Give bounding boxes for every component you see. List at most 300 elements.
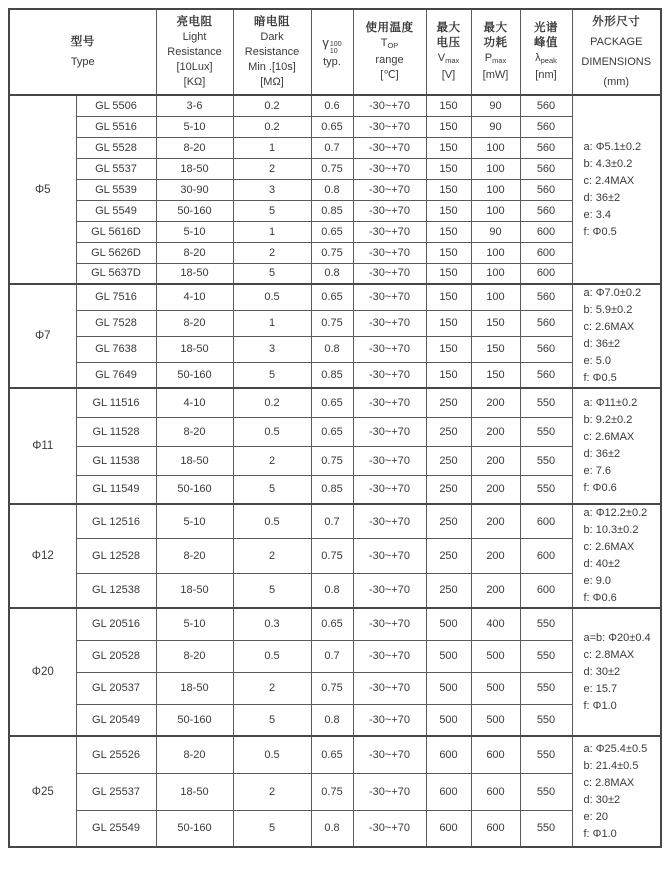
value-cell: 3-6 [156,95,233,116]
value-cell: 50-160 [156,362,233,388]
dimension-line: c: 2.8MAX [583,648,635,661]
dimension-line: d: 36±2 [583,448,621,460]
value-cell: 560 [520,137,572,158]
value-cell: -30~+70 [353,310,426,336]
dimension-line: a: Φ25.4±0.5 [583,742,648,755]
table-row [9,475,661,504]
dimension-line: a: Φ12.2±0.2 [583,507,648,519]
value-cell: 0.7 [311,640,353,672]
value-cell: 560 [520,362,572,388]
value-cell: 150 [426,116,471,137]
package-dimensions-cell [572,95,661,284]
model-cell: GL 5637D [76,263,156,284]
group-Φ25 [9,736,661,847]
value-cell: 0.8 [311,179,353,200]
table-row [9,362,661,388]
table-row [9,810,661,847]
value-cell: 0.85 [311,200,353,221]
table-row [9,446,661,475]
model-cell: GL 25537 [76,773,156,810]
value-cell: 3 [233,336,311,362]
group-Φ11 [9,388,661,504]
value-cell: -30~+70 [353,116,426,137]
value-cell: 500 [471,672,520,704]
value-cell: 1 [233,137,311,158]
dimension-line: e: 9.0 [583,575,612,587]
value-cell: 2 [233,539,311,574]
value-cell: -30~+70 [353,640,426,672]
group-label: Φ5 [9,95,76,284]
value-cell: 600 [426,736,471,773]
col-header-light-resistance: 亮电阻 Light Resistance [10Lux] [KΩ] [156,9,233,95]
value-cell: 5 [233,810,311,847]
value-cell: 0.65 [311,608,353,640]
table-row [9,417,661,446]
col-header-vmax: 最大 电压 $V_{max}$ [V] [426,9,471,95]
value-cell: -30~+70 [353,284,426,310]
value-cell: 0.5 [233,504,311,539]
value-cell: -30~+70 [353,475,426,504]
value-cell: 200 [471,573,520,608]
model-cell: GL 5537 [76,158,156,179]
dimension-line: d: 36±2 [583,191,621,204]
value-cell: 8-20 [156,736,233,773]
dimension-line: f: Φ1.0 [583,699,617,712]
value-cell: 200 [471,539,520,574]
gamma-fraction: 100 10 [329,40,342,55]
col-header-dark-resistance: 暗电阻 Dark Resistance Min .[10s] [MΩ] [233,9,311,95]
value-cell: 500 [426,704,471,736]
table-row [9,158,661,179]
value-cell: 4-10 [156,284,233,310]
table-row [9,284,661,310]
dimension-line: b: 10.3±0.2 [583,524,639,536]
package-dimensions-cell [572,736,661,847]
value-cell: 250 [426,475,471,504]
dimension-line: d: 40±2 [583,558,621,570]
value-cell: 600 [426,773,471,810]
value-cell: -30~+70 [353,704,426,736]
value-cell: -30~+70 [353,242,426,263]
value-cell: 90 [471,116,520,137]
value-cell: 5 [233,573,311,608]
value-cell: 0.65 [311,116,353,137]
value-cell: 8-20 [156,640,233,672]
value-cell: 100 [471,137,520,158]
value-cell: 150 [426,179,471,200]
value-cell: 0.5 [233,417,311,446]
value-cell: 250 [426,446,471,475]
value-cell: 550 [520,672,572,704]
value-cell: 150 [471,310,520,336]
value-cell: 0.3 [233,608,311,640]
value-cell: 18-50 [156,446,233,475]
value-cell: -30~+70 [353,158,426,179]
value-cell: 560 [520,200,572,221]
table-row [9,573,661,608]
value-cell: 0.5 [233,284,311,310]
group-Φ12 [9,504,661,608]
value-cell: 150 [426,284,471,310]
value-cell: -30~+70 [353,388,426,417]
table-row [9,310,661,336]
header-row [9,9,661,95]
value-cell: -30~+70 [353,336,426,362]
package-dimensions-cell [572,504,661,608]
table-row [9,95,661,116]
value-cell: -30~+70 [353,773,426,810]
value-cell: 600 [520,242,572,263]
value-cell: 0.75 [311,539,353,574]
dimension-line: a: Φ11±0.2 [583,397,638,409]
value-cell: 5-10 [156,116,233,137]
model-cell: GL 11528 [76,417,156,446]
value-cell: 550 [520,608,572,640]
dimension-line: c: 2.6MAX [583,431,635,443]
col-header-type [9,9,156,95]
model-cell: GL 5539 [76,179,156,200]
model-cell: GL 7528 [76,310,156,336]
dimension-line: b: 4.3±0.2 [583,157,633,170]
model-cell: GL 12516 [76,504,156,539]
value-cell: 500 [426,608,471,640]
value-cell: 500 [426,672,471,704]
dimension-line: f: Φ0.6 [583,592,617,604]
value-cell: 560 [520,158,572,179]
value-cell: 0.65 [311,284,353,310]
value-cell: 150 [426,362,471,388]
value-cell: 5 [233,200,311,221]
value-cell: -30~+70 [353,362,426,388]
value-cell: 2 [233,446,311,475]
value-cell: 550 [520,810,572,847]
group-Φ7 [9,284,661,388]
value-cell: 0.65 [311,221,353,242]
table-row [9,137,661,158]
value-cell: -30~+70 [353,573,426,608]
value-cell: 0.7 [311,137,353,158]
value-cell: 150 [471,336,520,362]
value-cell: 600 [471,736,520,773]
value-cell: 500 [471,704,520,736]
value-cell: 0.75 [311,242,353,263]
value-cell: 5 [233,362,311,388]
value-cell: -30~+70 [353,221,426,242]
value-cell: 2 [233,773,311,810]
dimension-line: c: 2.4MAX [583,174,635,187]
value-cell: 200 [471,446,520,475]
value-cell: 0.85 [311,475,353,504]
value-cell: 600 [520,221,572,242]
group-label: Φ7 [9,284,76,388]
value-cell: 8-20 [156,417,233,446]
value-cell: 50-160 [156,704,233,736]
value-cell: 0.8 [311,336,353,362]
value-cell: -30~+70 [353,504,426,539]
value-cell: 0.65 [311,388,353,417]
dimension-line: b: 5.9±0.2 [583,304,633,316]
package-dimensions-cell [572,608,661,736]
value-cell: 550 [520,736,572,773]
value-cell: 100 [471,263,520,284]
value-cell: -30~+70 [353,736,426,773]
value-cell: 550 [520,388,572,417]
value-cell: 18-50 [156,672,233,704]
package-dimensions-cell [572,388,661,504]
value-cell: 0.8 [311,704,353,736]
value-cell: 550 [520,475,572,504]
value-cell: 560 [520,95,572,116]
value-cell: 250 [426,388,471,417]
table-row [9,263,661,284]
value-cell: 150 [426,158,471,179]
value-cell: 0.75 [311,310,353,336]
col-header-lambda-peak: 光谱 峰值 $\lambda_{peak}$ [nm] [520,9,572,95]
table-row [9,200,661,221]
value-cell: 250 [426,504,471,539]
value-cell: 3 [233,179,311,200]
value-cell: 90 [471,95,520,116]
table-row [9,504,661,539]
col-header-temp-range: 使用温度 $T_{OP}$ range [℃] [353,9,426,95]
value-cell: 560 [520,116,572,137]
value-cell: 2 [233,158,311,179]
value-cell: 600 [520,504,572,539]
value-cell: 0.2 [233,116,311,137]
table-row [9,179,661,200]
model-cell: GL 12538 [76,573,156,608]
value-cell: 8-20 [156,310,233,336]
gamma-symbol: γ [322,34,329,50]
value-cell: -30~+70 [353,137,426,158]
table-row [9,608,661,640]
value-cell: 150 [426,137,471,158]
group-label: Φ20 [9,608,76,736]
table-row [9,116,661,137]
model-cell: GL 7516 [76,284,156,310]
dimension-line: f: Φ0.5 [583,225,617,238]
model-cell: GL 5616D [76,221,156,242]
table-row [9,539,661,574]
value-cell: 30-90 [156,179,233,200]
value-cell: 0.8 [311,263,353,284]
model-cell: GL 5626D [76,242,156,263]
value-cell: 5-10 [156,221,233,242]
dimension-line: c: 2.8MAX [583,776,635,789]
model-cell: GL 25526 [76,736,156,773]
value-cell: 0.75 [311,773,353,810]
value-cell: 18-50 [156,336,233,362]
value-cell: 100 [471,284,520,310]
value-cell: 0.75 [311,158,353,179]
model-cell: GL 5506 [76,95,156,116]
value-cell: 8-20 [156,137,233,158]
value-cell: 200 [471,417,520,446]
value-cell: 5-10 [156,608,233,640]
value-cell: 90 [471,221,520,242]
value-cell: 560 [520,179,572,200]
value-cell: 250 [426,417,471,446]
value-cell: 550 [520,446,572,475]
dimension-line: c: 2.6MAX [583,321,635,333]
value-cell: 100 [471,200,520,221]
dimension-line: f: Φ1.0 [583,827,617,840]
value-cell: 600 [520,263,572,284]
value-cell: -30~+70 [353,446,426,475]
value-cell: 0.8 [311,810,353,847]
col-header-gamma: γ 100 10 typ. [311,9,353,95]
model-cell: GL 20516 [76,608,156,640]
model-cell: GL 11538 [76,446,156,475]
value-cell: 150 [426,95,471,116]
value-cell: 0.75 [311,446,353,475]
value-cell: 50-160 [156,475,233,504]
table-row [9,736,661,773]
table-row [9,704,661,736]
value-cell: 0.5 [233,736,311,773]
group-label: Φ25 [9,736,76,847]
model-cell: GL 11549 [76,475,156,504]
table-row [9,242,661,263]
dimension-line: a: Φ7.0±0.2 [583,287,642,299]
value-cell: 8-20 [156,242,233,263]
col-header-pmax: 最大 功耗 $P_{max}$ [mW] [471,9,520,95]
model-cell: GL 20528 [76,640,156,672]
value-cell: 560 [520,284,572,310]
dimension-line: e: 20 [583,810,608,823]
value-cell: 8-20 [156,539,233,574]
dimension-line: e: 5.0 [583,355,612,367]
value-cell: 18-50 [156,573,233,608]
value-cell: -30~+70 [353,810,426,847]
dimension-line: b: 21.4±0.5 [583,759,639,772]
value-cell: 5 [233,704,311,736]
model-cell: GL 20549 [76,704,156,736]
value-cell: -30~+70 [353,539,426,574]
group-label: Φ12 [9,504,76,608]
dimension-line: a: Φ5.1±0.2 [583,140,642,153]
dimension-line: c: 2.6MAX [583,541,635,553]
value-cell: 2 [233,242,311,263]
value-cell: 150 [426,242,471,263]
value-cell: 5 [233,475,311,504]
dimension-line: e: 7.6 [583,465,612,477]
value-cell: 2 [233,672,311,704]
dimension-line: d: 36±2 [583,338,621,350]
table-row [9,640,661,672]
value-cell: -30~+70 [353,608,426,640]
model-cell: GL 7649 [76,362,156,388]
dimension-line: d: 30±2 [583,665,621,678]
value-cell: 0.85 [311,362,353,388]
table-row [9,336,661,362]
value-cell: 50-160 [156,200,233,221]
group-Φ5 [9,95,661,284]
value-cell: 1 [233,221,311,242]
model-cell: GL 5528 [76,137,156,158]
dimension-line: e: 3.4 [583,208,612,221]
value-cell: 600 [471,773,520,810]
dimension-line: f: Φ0.6 [583,482,617,494]
value-cell: -30~+70 [353,95,426,116]
model-cell: GL 12528 [76,539,156,574]
value-cell: 100 [471,242,520,263]
value-cell: 600 [471,810,520,847]
value-cell: 0.8 [311,573,353,608]
model-cell: GL 11516 [76,388,156,417]
model-cell: GL 25549 [76,810,156,847]
value-cell: -30~+70 [353,672,426,704]
col-header-package-dimensions: 外形尺寸 PACKAGE DIMENSIONS (mm) [572,9,661,95]
value-cell: -30~+70 [353,417,426,446]
value-cell: 0.2 [233,388,311,417]
value-cell: 550 [520,640,572,672]
value-cell: 250 [426,539,471,574]
value-cell: 18-50 [156,773,233,810]
dimension-line: d: 30±2 [583,793,621,806]
value-cell: 0.5 [233,640,311,672]
value-cell: 5-10 [156,504,233,539]
value-cell: 400 [471,608,520,640]
model-cell: GL 7638 [76,336,156,362]
value-cell: 560 [520,310,572,336]
model-cell: GL 20537 [76,672,156,704]
model-cell: GL 5516 [76,116,156,137]
value-cell: 150 [426,310,471,336]
table-row [9,388,661,417]
type-label-zh: 型号 [70,36,95,48]
value-cell: 150 [426,200,471,221]
value-cell: 0.6 [311,95,353,116]
table-row [9,773,661,810]
value-cell: -30~+70 [353,200,426,221]
value-cell: 250 [426,573,471,608]
value-cell: 1 [233,310,311,336]
value-cell: 0.2 [233,95,311,116]
dimension-line: a=b: Φ20±0.4 [583,631,651,644]
table-row [9,221,661,242]
value-cell: 200 [471,388,520,417]
value-cell: 18-50 [156,158,233,179]
spec-table [8,8,662,848]
table-header [9,9,661,95]
value-cell: 550 [520,417,572,446]
value-cell: 0.7 [311,504,353,539]
value-cell: 0.75 [311,672,353,704]
value-cell: 150 [471,362,520,388]
value-cell: 560 [520,336,572,362]
value-cell: 100 [471,179,520,200]
type-label-en: Type [70,56,95,68]
dimension-line: e: 15.7 [583,682,618,695]
value-cell: 500 [471,640,520,672]
value-cell: 4-10 [156,388,233,417]
value-cell: 100 [471,158,520,179]
value-cell: 550 [520,773,572,810]
table-row [9,672,661,704]
value-cell: 600 [520,539,572,574]
value-cell: 200 [471,504,520,539]
value-cell: -30~+70 [353,179,426,200]
value-cell: 0.65 [311,417,353,446]
value-cell: 550 [520,704,572,736]
value-cell: 150 [426,263,471,284]
package-dimensions-cell [572,284,661,388]
value-cell: 150 [426,336,471,362]
value-cell: 500 [426,640,471,672]
group-label: Φ11 [9,388,76,504]
value-cell: -30~+70 [353,263,426,284]
